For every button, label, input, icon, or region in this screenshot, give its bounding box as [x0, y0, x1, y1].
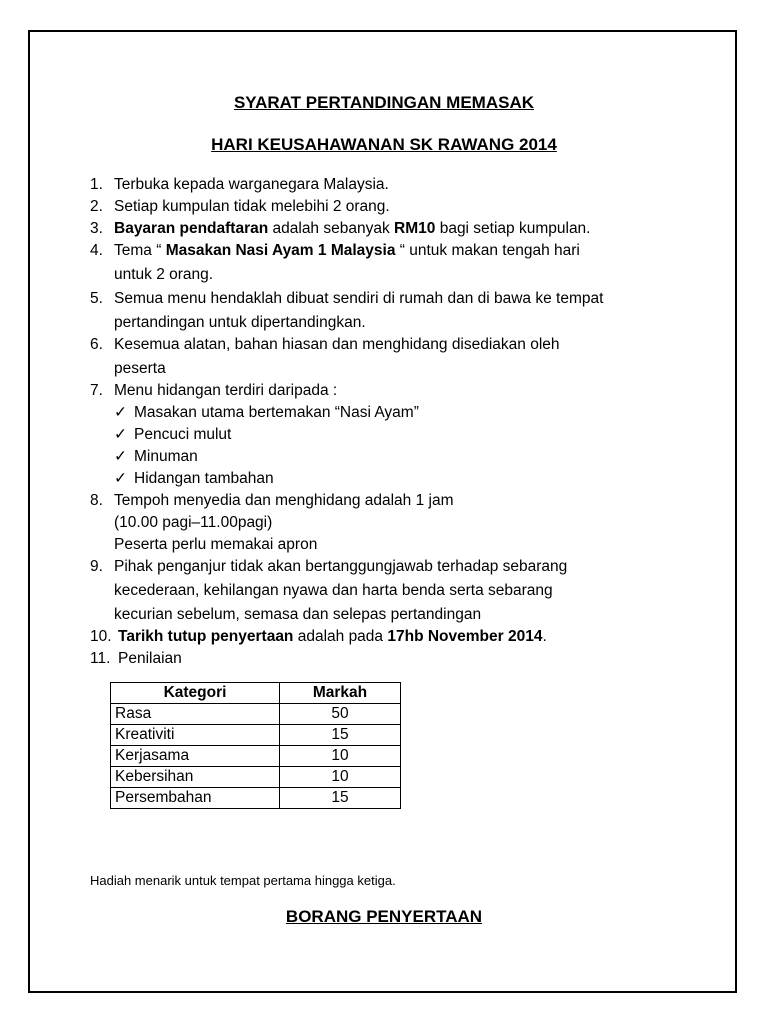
bold-text: Masakan Nasi Ayam 1 Malaysia: [165, 242, 396, 259]
cell-kategori: Kerjasama: [111, 746, 280, 767]
menu-item: [90, 424, 690, 446]
bold-text: 17hb November 2014: [387, 628, 543, 645]
rule-text: [90, 240, 690, 262]
rule-text-cont: Peserta perlu memakai apron: [114, 536, 318, 553]
rule-text: Kesemua alatan, bahan hiasan dan menghidang disediakan oleh: [114, 336, 560, 353]
rule-number: 10.: [90, 628, 112, 645]
cell-kategori: Persembahan: [111, 788, 280, 809]
rule-text: Setiap kumpulan tidak melebihi 2 orang.: [114, 198, 390, 215]
bold-text: Bayaran pendaftaran: [114, 220, 269, 237]
rule-7: [90, 380, 690, 490]
rule-6: [90, 334, 690, 380]
document-title: SYARAT PERTANDINGAN MEMASAK: [233, 93, 535, 112]
menu-item: [90, 402, 690, 424]
plain-text: adalah sebanyak: [268, 220, 395, 237]
rule-number: 4.: [90, 242, 103, 259]
rule-text-cont: peserta: [114, 360, 166, 377]
menu-item: [90, 468, 690, 490]
rule-10: [90, 626, 690, 648]
cell-markah: 50: [280, 704, 401, 725]
rule-number: 8.: [90, 492, 103, 509]
form-title: BORANG PENYERTAAN: [285, 907, 483, 926]
rule-number: 2.: [90, 198, 103, 215]
table-row: [111, 725, 401, 746]
rule-11: [90, 648, 690, 670]
rule-number: 7.: [90, 382, 103, 399]
plain-text: bagi setiap kumpulan.: [435, 220, 591, 237]
table-header-row: [111, 683, 401, 704]
menu-item-label: Masakan utama bertemakan “Nasi Ayam”: [134, 404, 419, 421]
rule-number: 9.: [90, 558, 103, 575]
rule-text: Penilaian: [118, 650, 182, 667]
table-row: [111, 788, 401, 809]
cell-kategori: Kebersihan: [111, 767, 280, 788]
rule-8: [90, 490, 690, 556]
cell-markah: 10: [280, 746, 401, 767]
checkmark-icon: ✓: [114, 404, 127, 421]
plain-text: .: [542, 628, 547, 645]
plain-text: adalah pada: [293, 628, 388, 645]
rule-number: 5.: [90, 290, 103, 307]
rule-text-cont: (10.00 pagi–11.00pagi): [114, 514, 273, 531]
rule-text: [90, 218, 690, 240]
checkmark-icon: ✓: [114, 470, 127, 487]
rule-number: 1.: [90, 176, 103, 193]
rule-2: [90, 196, 690, 218]
plain-text: Tema “: [114, 242, 166, 259]
menu-item-label: Minuman: [134, 448, 198, 465]
rule-4: [90, 240, 690, 286]
prize-note: Hadiah menarik untuk tempat pertama hingga ketiga.: [90, 873, 396, 888]
rule-number: 3.: [90, 220, 103, 237]
header-markah: Markah: [280, 683, 401, 704]
bold-text: RM10: [394, 220, 436, 237]
rules-list: [90, 174, 690, 670]
header-kategori: Kategori: [111, 683, 280, 704]
checkmark-icon: ✓: [114, 426, 127, 443]
rule-text: Terbuka kepada warganegara Malaysia.: [114, 176, 389, 193]
cell-kategori: Rasa: [111, 704, 280, 725]
cell-markah: 15: [280, 725, 401, 746]
rule-text: [90, 626, 690, 648]
rule-number: 11.: [90, 650, 111, 667]
menu-item-label: Hidangan tambahan: [134, 470, 274, 487]
rule-text-cont: pertandingan untuk dipertandingkan.: [114, 314, 366, 331]
rule-text-cont: kecederaan, kehilangan nyawa dan harta benda serta sebarang: [114, 582, 553, 599]
cell-kategori: Kreativiti: [111, 725, 280, 746]
rule-text: Tempoh menyedia dan menghidang adalah 1 jam: [114, 492, 454, 509]
rule-text-cont: kecurian sebelum, semasa dan selepas pertandingan: [114, 606, 482, 623]
document-subtitle: HARI KEUSAHAWANAN SK RAWANG 2014: [211, 135, 557, 154]
rule-number: 6.: [90, 336, 103, 353]
table-row: [111, 746, 401, 767]
scoring-table: [110, 682, 401, 809]
rule-9: [90, 556, 690, 626]
menu-item: [90, 446, 690, 468]
rule-1: [90, 174, 690, 196]
plain-text: “ untuk makan tengah hari: [395, 242, 580, 259]
table-row: [111, 767, 401, 788]
menu-item-label: Pencuci mulut: [134, 426, 232, 443]
rule-text: Semua menu hendaklah dibuat sendiri di rumah dan di bawa ke tempat: [114, 290, 604, 307]
rule-3: [90, 218, 690, 240]
cell-markah: 15: [280, 788, 401, 809]
rule-5: [90, 288, 690, 334]
cell-markah: 10: [280, 767, 401, 788]
rule-text: Pihak penganjur tidak akan bertanggungjawab terhadap sebarang: [114, 558, 568, 575]
checkmark-icon: ✓: [114, 448, 127, 465]
rule-text-cont: untuk 2 orang.: [114, 266, 214, 283]
table-row: [111, 704, 401, 725]
rule-text: Menu hidangan terdiri daripada :: [114, 382, 338, 399]
bold-text: Tarikh tutup penyertaan: [118, 628, 294, 645]
